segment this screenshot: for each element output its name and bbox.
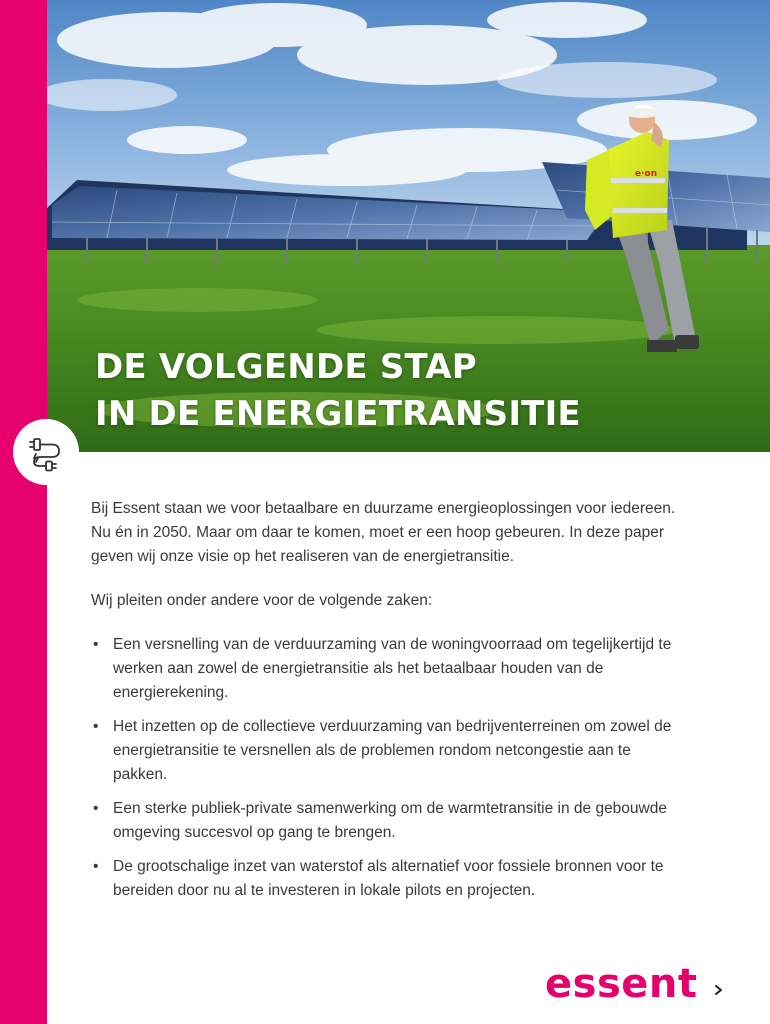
- list-item: [91, 633, 681, 705]
- vest-logo: e·on: [635, 169, 658, 179]
- bullet: •: [93, 636, 99, 653]
- list-item: [91, 855, 681, 903]
- essent-logo: essent: [545, 961, 698, 1007]
- chevron-right-icon: [714, 984, 724, 996]
- list-item-text: De grootschalige inzet van waterstof als alternatief voor fossiele bronnen voor te bereiden door nu al te investeren in lokale pilots en projecten.: [113, 858, 664, 899]
- bullet: •: [93, 800, 99, 817]
- list-item-text: Een versnelling van de verduurzaming van de woningvoorraad om tegelijkertijd te werken aan zowel de energietransitie als het betaalbaar houden van de energierekening.: [113, 636, 672, 701]
- headline-line-1: DE VOLGENDE STAP: [95, 347, 477, 387]
- bullet: •: [93, 718, 99, 735]
- list-item: [91, 715, 681, 787]
- list-intro: Wij pleiten onder andere voor de volgende zaken:: [91, 592, 433, 609]
- intro-paragraph: Bij Essent staan we voor betaalbare en duurzame energieoplossingen voor iedereen. Nu én in 2050. Maar om daar te komen, moet er een hoop gebeuren. In deze paper geven wij onze visie op het realiseren van de energietransitie.: [91, 500, 676, 565]
- list-item-text: Een sterke publiek-private samenwerking om de warmtetransitie in de gebouwde omgeving succesvol op gang te brengen.: [113, 800, 667, 841]
- topic-badge: [13, 419, 79, 485]
- advocacy-list: [91, 633, 681, 903]
- brand-sidebar: [0, 0, 47, 1024]
- headline: [95, 344, 581, 438]
- headline-line-2: IN DE ENERGIETRANSITIE: [95, 394, 581, 434]
- body-content: [91, 497, 681, 913]
- plug-cable-icon: [26, 432, 66, 472]
- list-item: [91, 797, 681, 845]
- bullet: •: [93, 858, 99, 875]
- next-page-button[interactable]: [712, 980, 726, 1000]
- list-item-text: Het inzetten op de collectieve verduurzaming van bedrijventerreinen om zowel de energietransitie te versnellen als de problemen rondom netcongestie aan te pakken.: [113, 718, 672, 783]
